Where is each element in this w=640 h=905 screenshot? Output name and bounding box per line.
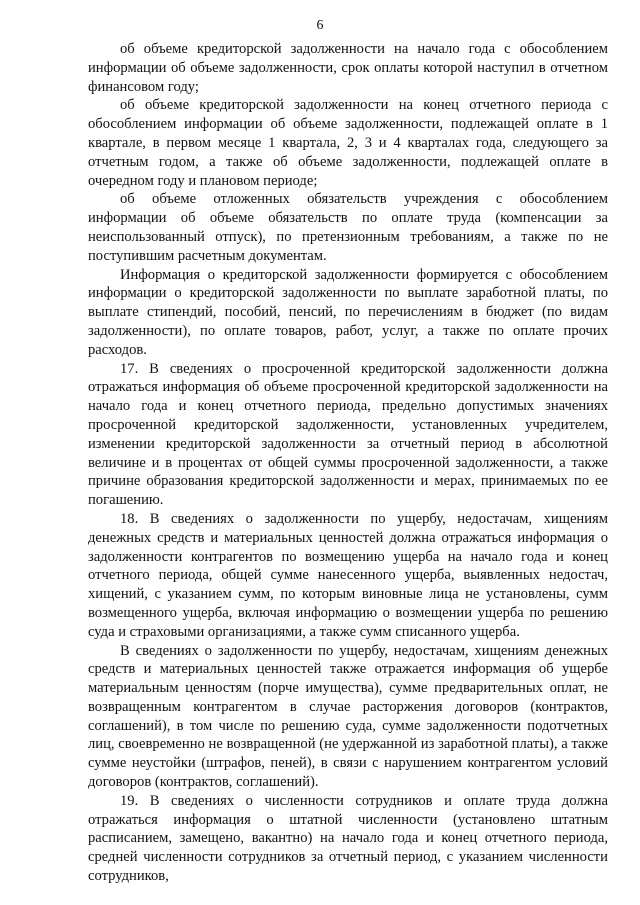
paragraph: об объеме отложенных обязательств учреждения с обособлением информации об объеме обязательств по оплате труда (компенсации за неиспользованный отпуск), по претензионным требованиям, а также по не поступившим расчетным документам. — [88, 191, 608, 264]
document-body — [88, 40, 608, 886]
paragraph: 19. В сведениях о численности сотрудников и оплате труда должна отражаться информация о штатной численности (установлено штатным расписанием, замещено, вакантно) на начало года и конец отчетного периода, средней численности сотрудников за отчетный период, с указанием численности сотрудников, — [88, 792, 608, 885]
paragraph: 17. В сведениях о просроченной кредиторской задолженности должна отражаться информация об объеме просроченной кредиторской задолженности на начало года и конец отчетного периода, предельно допустимых значениях просроченной кредиторской задолженности, установленных учредителем, изменении кредиторской задолженности за отчетный период в абсолютной величине и в процентах от общей суммы просроченной задолженности, а также причине образования кредиторской задолженности и мерах, принимаемых по ее погашению. — [88, 360, 608, 509]
paragraph: В сведениях о задолженности по ущербу, недостачам, хищениям денежных средств и материальных ценностей также отражается информация об ущербе материальным ценностям (порче имущества), сумме предварительных оплат, не возвращенным контрагентом в случае расторжения договоров (контрактов, соглашений), в том числе по решению суда, сумме задолженности подотчетных лиц, своевременно не возвращенной (не удержанной из заработной платы), а также сумме неустойки (штрафов, пеней), в связи с нарушением контрагентом условий договоров (контрактов, соглашений). — [88, 642, 608, 791]
paragraph: 18. В сведениях о задолженности по ущербу, недостачам, хищениям денежных средств и материальных ценностей должна отражаться информация о задолженности контрагентов по возмещению ущерба на начало года и конец отчетного периода, общей сумме нанесенного ущерба, выявленных недостач, хищений, с указанием сумм, по которым виновные лица не установлены, сумм возмещенного ущерба, включая информацию о возмещении ущерба по решению суда и страховыми организациями, а также сумм списанного ущерба. — [88, 510, 608, 640]
paragraph: Информация о кредиторской задолженности формируется с обособлением информации о кредиторской задолженности по выплате заработной платы, по выплате стипендий, пособий, пенсий, по перечислениям в бюджет (по видам задолженности), по оплате товаров, работ, услуг, а также по оплате прочих расходов. — [88, 266, 608, 358]
page-number: 6 — [316, 18, 324, 33]
paragraph: об объеме кредиторской задолженности на конец отчетного периода с обособлением информации об объеме задолженности, подлежащей оплате в 1 квартале, в первом месяце 1 квартала, 2, 3 и 4 кварталах года, следующего за отчетным годом, а также об объеме задолженности, подлежащей оплате в очередном году и плановом периоде; — [88, 97, 608, 189]
paragraph: об объеме кредиторской задолженности на начало года с обособлением информации об объеме задолженности, срок оплаты которой наступил в отчетном финансовом году; — [88, 41, 608, 95]
